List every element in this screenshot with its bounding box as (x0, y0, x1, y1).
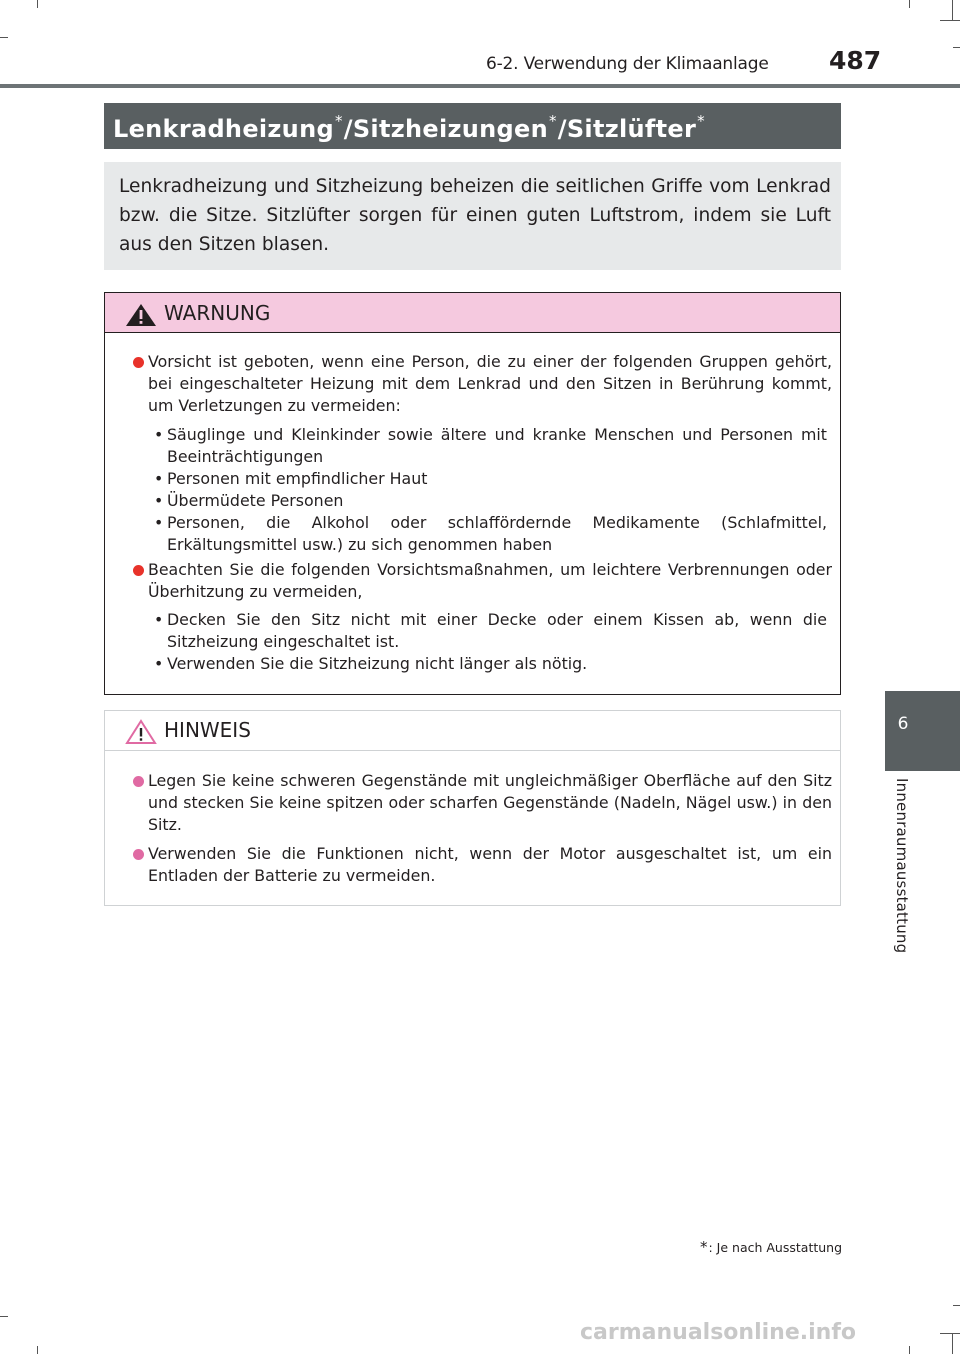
sub-bullet: • (154, 610, 164, 629)
footnote (700, 1238, 842, 1256)
crop-mark (37, 1346, 38, 1354)
bullet-dot (133, 776, 144, 787)
chapter-title: Innenraumausstattung (893, 778, 911, 954)
warning-item: Beachten Sie die folgenden Vorsichtsmaßnahmen, um leichtere Verbrennungen oder Überhitzung zu vermeiden, (148, 560, 832, 601)
warning-box (104, 292, 841, 695)
crop-mark (940, 1333, 960, 1334)
crop-mark (952, 1334, 953, 1354)
notice-title: HINWEIS (164, 718, 251, 742)
warning-item: Vorsicht ist geboten, wenn eine Person, die zu einer der folgenden Gruppen gehört, bei eingeschalteter Heizung mit dem Lenkrad und den Sitzen in Berührung kommt, um Verletzungen zu vermeiden: (148, 352, 832, 415)
warning-subitem: Decken Sie den Sitz nicht mit einer Decke oder einem Kissen ab, wenn die Sitzheizung eingeschaltet ist. (167, 610, 827, 651)
warning-subitem: Personen, die Alkohol oder schlaffördernde Medikamente (Schlafmittel, Erkältungsmittel usw.) zu sich genommen haben (167, 513, 827, 554)
warning-subitem: Personen mit empfindlicher Haut (167, 469, 428, 488)
warning-subitem: Übermüdete Personen (167, 491, 344, 510)
star-mark: * (548, 112, 557, 130)
notice-header (105, 711, 840, 751)
crop-mark (953, 47, 960, 48)
crop-mark (0, 1316, 8, 1317)
warning-subitem: Säuglinge und Kleinkinder sowie ältere und kranke Menschen und Personen mit Beeinträchtigungen (167, 425, 827, 466)
sub-bullet: • (154, 491, 164, 510)
section-title: 6-2. Verwendung der Klimaanlage (486, 54, 769, 74)
crop-mark (940, 20, 960, 21)
warning-subitem: Verwenden Sie die Sitzheizung nicht länger als nötig. (167, 654, 588, 673)
footnote-star: * (700, 1238, 708, 1256)
crop-mark (952, 0, 953, 20)
page-number: 487 (829, 46, 882, 75)
warning-header (105, 293, 840, 333)
bullet-dot (133, 565, 144, 576)
caution-triangle-icon (125, 719, 157, 745)
crop-mark (909, 0, 910, 8)
topic-title-bar (104, 103, 841, 149)
header-rule (0, 84, 960, 88)
notice-item: Legen Sie keine schweren Gegenstände mit ungleichmäßiger Oberfläche auf den Sitz und stecken Sie keine spitzen oder scharfen Gegenstände (Nadeln, Nägel usw.) in den Sitz. (148, 771, 832, 834)
notice-box (104, 710, 841, 906)
topic-title (113, 112, 706, 143)
notice-item: Verwenden Sie die Funktionen nicht, wenn der Motor ausgeschaltet ist, um ein Entladen der Batterie zu vermeiden. (148, 844, 832, 885)
crop-mark (909, 1346, 910, 1354)
title-part: /Sitzlüfter (557, 115, 697, 143)
title-part: /Sitzheizungen (343, 115, 548, 143)
warning-triangle-icon (125, 303, 157, 327)
sub-bullet: • (154, 513, 164, 532)
intro-box (104, 162, 841, 270)
sub-bullet: • (154, 469, 164, 488)
star-mark: * (697, 112, 705, 130)
title-part: Lenkradheizung (113, 115, 334, 143)
crop-mark (37, 0, 38, 8)
footnote-text: : Je nach Ausstattung (708, 1240, 843, 1255)
chapter-number: 6 (897, 714, 909, 734)
bullet-dot (133, 357, 144, 368)
watermark: carmanualsonline.info (580, 1320, 856, 1345)
star-mark: * (334, 112, 343, 130)
sub-bullet: • (154, 425, 164, 444)
intro-text: Lenkradheizung und Sitzheizung beheizen die seitlichen Griffe vom Lenkrad bzw. die Sitze. Sitzlüfter sorgen für einen guten Luftstrom, indem sie Luft aus den Sitzen blasen. (119, 176, 831, 255)
warning-title: WARNUNG (164, 301, 271, 325)
crop-mark (0, 37, 8, 38)
sub-bullet: • (154, 654, 164, 673)
bullet-dot (133, 849, 144, 860)
crop-mark (953, 1305, 960, 1306)
